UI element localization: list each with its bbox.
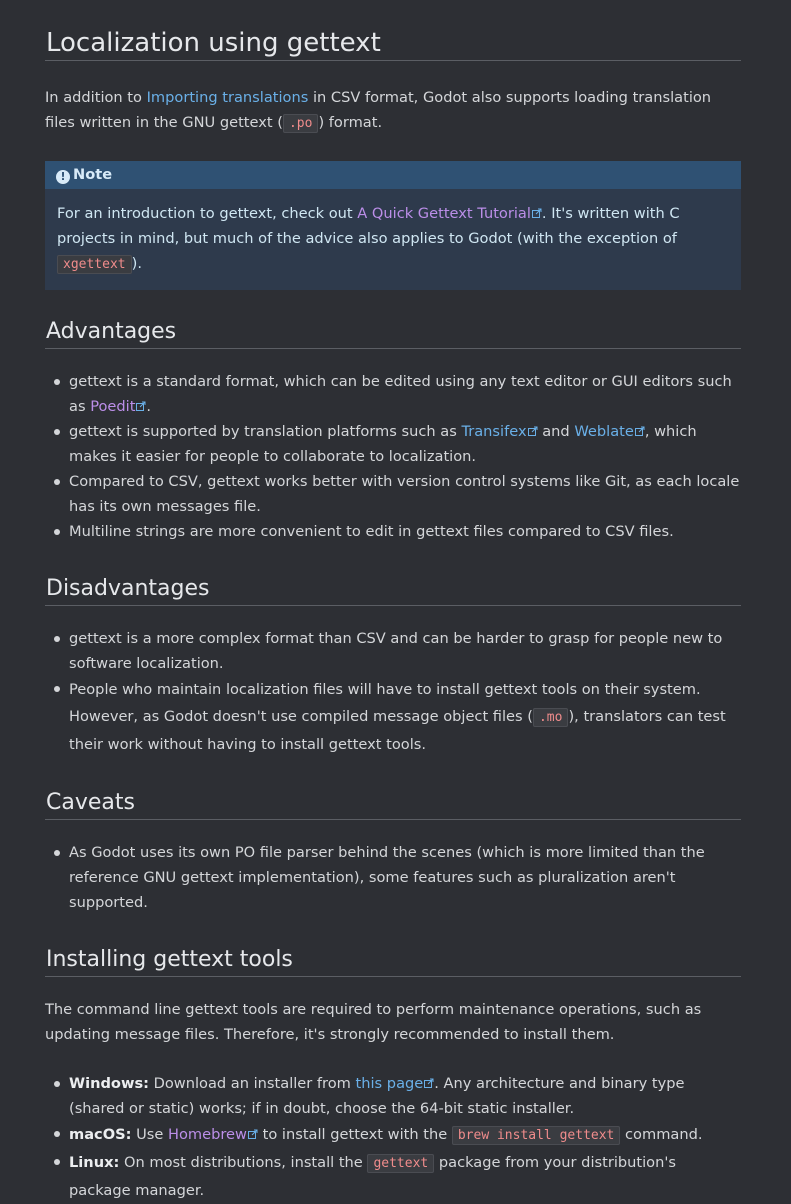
homebrew-link[interactable]: Homebrew bbox=[168, 1126, 258, 1143]
installing-list bbox=[45, 1071, 741, 1204]
page-title: Localization using gettext bbox=[45, 26, 741, 61]
note-title-label: Note bbox=[73, 166, 113, 183]
note-text: . It's written with C projects in mind, but much of the advice also applies to Godot (with the exception of bbox=[57, 205, 680, 247]
platform-label: Linux: bbox=[69, 1154, 120, 1171]
gettext-code: gettext bbox=[367, 1154, 434, 1173]
this-page-link[interactable]: this page bbox=[356, 1075, 435, 1092]
intro-text: In addition to bbox=[45, 89, 147, 106]
transifex-link[interactable]: Transifex bbox=[461, 423, 537, 440]
list-item-text: . bbox=[146, 398, 152, 415]
list-item-text: People who maintain localization files will have to install gettext tools on their system. However, as Godot doesn't use compiled message object files ( bbox=[69, 681, 701, 725]
external-link-icon bbox=[248, 1129, 258, 1139]
caveats-list bbox=[45, 840, 741, 915]
importing-translations-link[interactable]: Importing translations bbox=[146, 89, 309, 106]
po-code: .po bbox=[283, 114, 318, 133]
list-item bbox=[69, 676, 741, 758]
heading-disadvantages: Disadvantages bbox=[45, 574, 741, 606]
document-content bbox=[45, 0, 741, 1204]
mo-code: .mo bbox=[533, 708, 568, 727]
external-link-icon bbox=[424, 1078, 434, 1088]
list-item-text: command. bbox=[620, 1126, 703, 1143]
note-text: ). bbox=[131, 255, 142, 272]
list-item-text: gettext is supported by translation platforms such as bbox=[69, 423, 462, 440]
list-item-text: Download an installer from bbox=[148, 1075, 356, 1092]
heading-caveats: Caveats bbox=[45, 788, 741, 820]
disadvantages-list bbox=[45, 626, 741, 758]
list-item: As Godot uses its own PO file parser behind the scenes (which is more limited than the reference GNU gettext implementation), some features such as pluralization aren't supported. bbox=[69, 840, 741, 915]
note-title bbox=[45, 161, 741, 189]
list-item bbox=[69, 419, 741, 469]
list-item: gettext is a more complex format than CSV and can be harder to grasp for people new to software localization. bbox=[69, 626, 741, 676]
note-admonition bbox=[45, 161, 741, 290]
list-item-linux bbox=[69, 1149, 741, 1204]
list-item-text: gettext is a standard format, which can be edited using any text editor or GUI editors such as bbox=[69, 373, 732, 415]
poedit-link[interactable]: Poedit bbox=[90, 398, 146, 415]
weblate-link[interactable]: Weblate bbox=[574, 423, 645, 440]
xgettext-code: xgettext bbox=[57, 255, 132, 274]
intro-text: in CSV format, Godot also supports loading translation files written in the GNU gettext ( bbox=[45, 89, 712, 131]
platform-label: macOS: bbox=[69, 1126, 132, 1143]
intro-paragraph bbox=[45, 85, 741, 136]
installing-paragraph: The command line gettext tools are required to perform maintenance operations, such as updating message files. Therefore, it's strongly recommended to install them. bbox=[45, 1001, 702, 1043]
quick-gettext-tutorial-link[interactable]: A Quick Gettext Tutorial bbox=[357, 205, 542, 222]
list-item-text: On most distributions, install the bbox=[119, 1154, 368, 1171]
note-text: For an introduction to gettext, check out bbox=[57, 205, 358, 222]
external-link-icon bbox=[635, 426, 645, 436]
brew-install-code: brew install gettext bbox=[452, 1126, 621, 1145]
external-link-icon bbox=[136, 401, 146, 411]
list-item-text: and bbox=[537, 423, 575, 440]
list-item-text: package from your distribution's package manager. bbox=[69, 1154, 676, 1199]
info-icon: ! bbox=[56, 170, 70, 184]
list-item bbox=[69, 369, 741, 419]
list-item: Multiline strings are more convenient to edit in gettext files compared to CSV files. bbox=[69, 519, 741, 544]
list-item: Compared to CSV, gettext works better with version control systems like Git, as each locale has its own messages file. bbox=[69, 469, 741, 519]
platform-label: Windows: bbox=[69, 1075, 149, 1092]
external-link-icon bbox=[532, 208, 542, 218]
list-item-text: ), translators can test their work without having to install gettext tools. bbox=[69, 708, 726, 753]
note-body bbox=[45, 189, 741, 290]
list-item-windows bbox=[69, 1071, 741, 1121]
intro-text: ) format. bbox=[318, 114, 383, 131]
list-item-text: to install gettext with the bbox=[257, 1126, 452, 1143]
list-item-macos bbox=[69, 1121, 741, 1149]
external-link-icon bbox=[528, 426, 538, 436]
list-item-text: , which makes it easier for people to collaborate to localization. bbox=[69, 423, 697, 465]
list-item-text: . Any architecture and binary type (shared or static) works; if in doubt, choose the 64-bit static installer. bbox=[69, 1075, 685, 1117]
advantages-list bbox=[45, 369, 741, 544]
list-item-text: Use bbox=[131, 1126, 169, 1143]
heading-advantages: Advantages bbox=[45, 317, 741, 349]
heading-installing-gettext-tools: Installing gettext tools bbox=[45, 945, 741, 977]
